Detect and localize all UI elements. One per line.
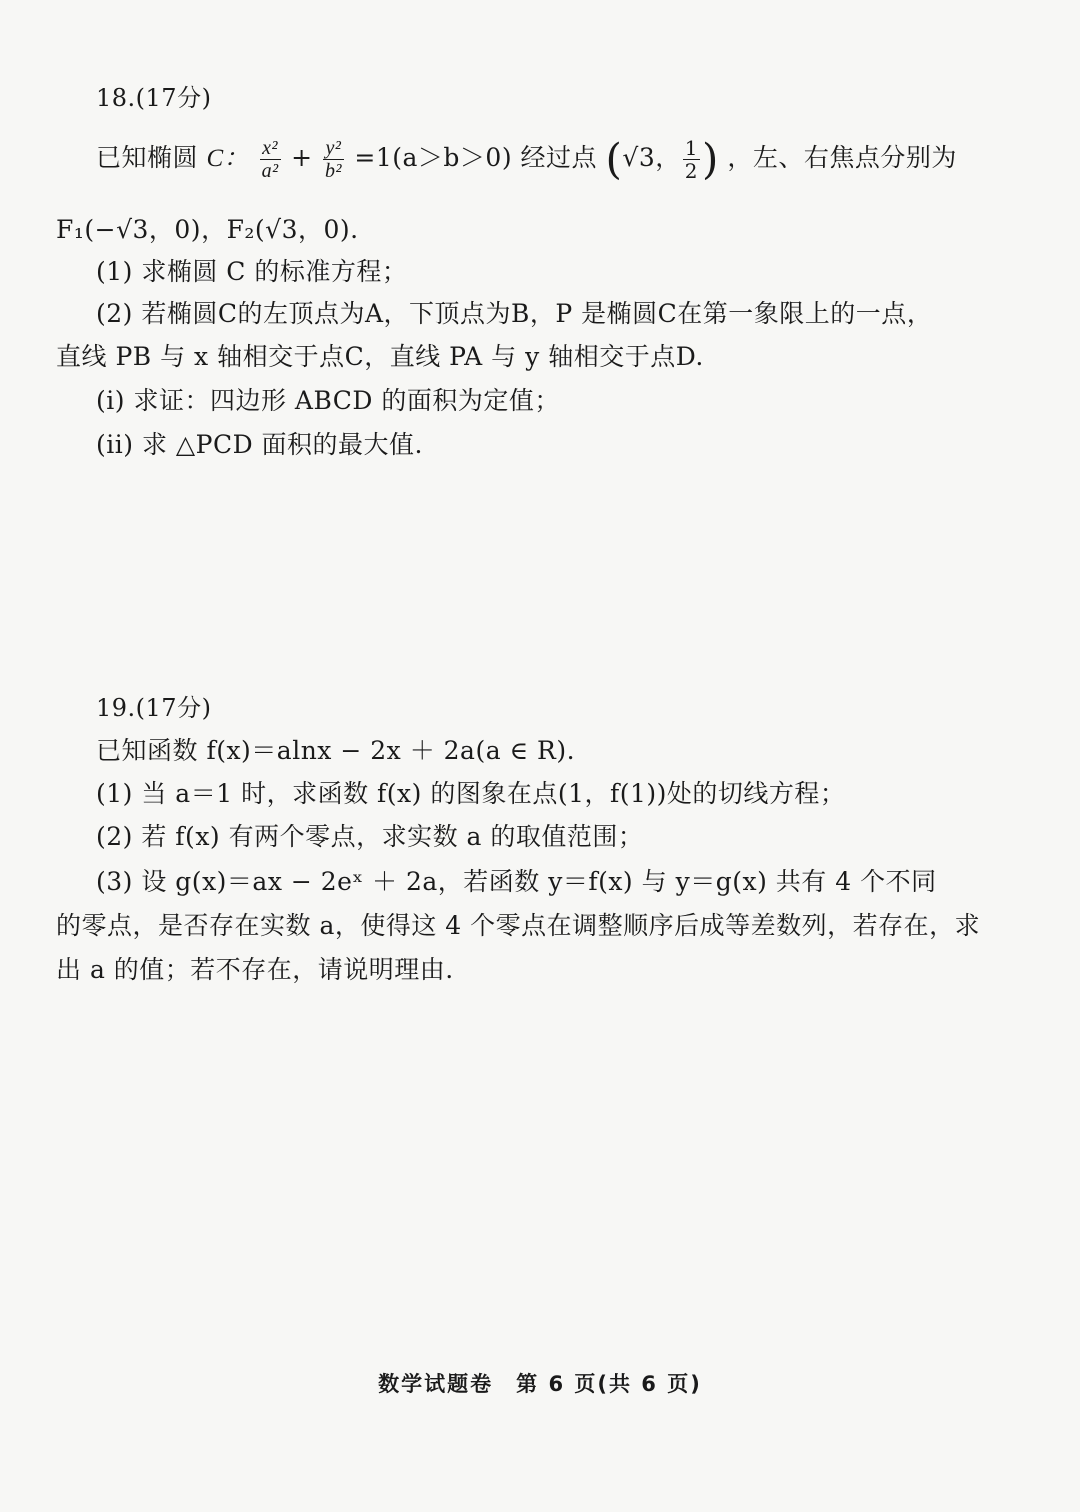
q19-part3-line3: 出 a 的值；若不存在，请说明理由. (56, 955, 454, 984)
q18-foci: F₁(−√3，0)，F₂(√3，0). (56, 215, 359, 244)
q18-part2-ii: (ii) 求 △PCD 面积的最大值. (96, 430, 424, 459)
q18-fraction-x (260, 137, 281, 182)
q18-ellipse-name: C： (206, 145, 250, 172)
q18-point-fraction-denominator: 2 (684, 159, 698, 183)
q18-fraction-y (323, 137, 344, 182)
q18-point-fraction-numerator: 1 (684, 136, 698, 160)
q18-stem-text: 已知椭圆 (96, 143, 199, 172)
q18-condition: =1(a＞b＞0) 经过点 (354, 143, 598, 172)
q19-stem: 已知函数 f(x)＝alnx − 2x ＋ 2a(a ∈ R). (96, 736, 576, 765)
q18-fraction-y-numerator: y² (323, 137, 344, 160)
q18-stem (96, 132, 957, 185)
q18-part1: (1) 求椭圆 C 的标准方程； (96, 257, 408, 286)
q18-fraction-x-numerator: x² (260, 137, 281, 160)
q18-point-x: √3， (622, 143, 681, 172)
q19-part3-line1: (3) 设 g(x)＝ax − 2eˣ ＋ 2a，若函数 y＝f(x) 与 y＝g(x) 共有 4 个不同 (96, 867, 937, 896)
q18-stem-tail: ，左、右焦点分别为 (727, 143, 957, 172)
q18-part2-i: (i) 求证：四边形 ABCD 的面积为定值； (96, 386, 560, 415)
q18-part2-line1: (2) 若椭圆C的左顶点为A，下顶点为B，P 是椭圆C在第一象限上的一点， (96, 299, 933, 328)
q18-header: 18.(17分) (96, 84, 212, 112)
page-footer: 数学试题卷 第 6 页(共 6 页) (378, 1372, 702, 1396)
q19-part2: (2) 若 f(x) 有两个零点，求实数 a 的取值范围； (96, 822, 644, 851)
q18-right-paren: ) (701, 134, 719, 184)
q18-part2-line2: 直线 PB 与 x 轴相交于点C，直线 PA 与 y 轴相交于点D. (56, 342, 704, 371)
q18-fraction-y-denominator: b² (324, 160, 342, 182)
q19-part3-line2: 的零点，是否存在实数 a，使得这 4 个零点在调整顺序后成等差数列，若存在，求 (56, 911, 981, 940)
q18-left-paren: ( (605, 134, 623, 184)
q19-part1: (1) 当 a＝1 时，求函数 f(x) 的图象在点(1，f(1))处的切线方程； (96, 779, 846, 808)
q18-plus: + (291, 143, 313, 172)
q18-point-fraction (683, 137, 700, 182)
q18-fraction-x-denominator: a² (261, 160, 279, 182)
q19-header: 19.(17分) (96, 694, 212, 722)
